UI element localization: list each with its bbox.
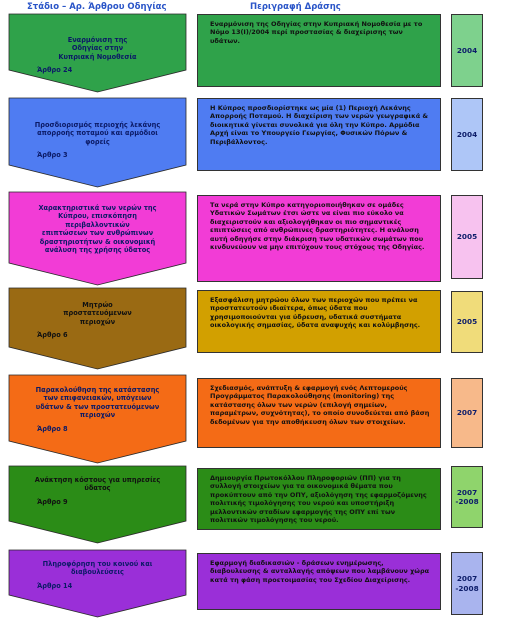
stage-label-line: Πληροφόρηση του κοινού και [42,560,153,568]
action-description: Εξασφάλιση μητρώου όλων των περιοχών που πρέπει να προστατευτούν ιδιαίτερα, όπως ύδατα που χρησιμοποιούνται για ύδρευση, υδατικά συστήματα οικολογικής σημασίας, ύδατα αναψυχής και κολύμβησης. [197,290,441,353]
stage-label-line: δραστηριοτήτων & οικονομική [39,237,156,246]
stage-label-line: Εναρμόνιση της [67,36,128,44]
stage-text [9,476,186,506]
stage-text [9,204,186,255]
stage-arrow [9,550,186,617]
stage-label-line: Μητρώο [82,301,113,309]
year-value: 2004 [456,45,478,55]
stage-label-line: απορροής ποταμού και αρμόδιοι [37,129,158,138]
stage-arrow [9,192,186,285]
stage-arrow [9,98,186,187]
article-reference: Άρθρο 6 [37,331,68,340]
year-value: 2004 [456,129,478,139]
stage-arrow [9,14,186,92]
year-badge [451,291,483,353]
year-badge [451,14,483,87]
stage-label-line: Κυπριακή Νομοθεσία [58,52,137,61]
header-description-title: Περιγραφή Δράσης [250,2,341,12]
stage-text [9,36,186,75]
year-badge [451,195,483,279]
article-reference: Άρθρο 9 [37,497,68,506]
year-value: -2008 [455,583,479,593]
stage-label-line: Οδηγίας στην [71,44,124,53]
stage-label-line: Κύπρου, επισκόπηση περιβαλλοντικών [58,212,137,229]
action-description: Η Κύπρος προσδιορίστηκε ως μία (1) Περιοχή Λεκάνης Απορροής Ποταμού. Η διαχείριση των νερών γεωγραφικά & διοικητικά γίνεται συνολικά για όλη την Κύπρο. Αρμόδια Αρχή είναι το Υπουργείο Γεωργίας, Φυσικών Πόρων & Περιβάλλοντος. [197,98,441,171]
stage-label-line: Χαρακτηριστικά των νερών της [38,204,157,212]
action-description: Τα νερά στην Κύπρο κατηγοριοποιήθηκαν σε ομάδες Υδατικών Σωμάτων έτσι ώστε να είναι πιο εύκολο να διαχειριστούν και αξιολογήθηκαν οι πιο σημαντικές επιπτώσεις από ανθρώπινες δραστηριότητες. Η ανάλυση αυτή οδηγήσε στην διάκριση των υδατικών σωμάτων που κινδυνεύουν να μην επιτύχουν τους στόχους της Οδηγίας. [197,195,441,282]
stage-label-line: φορείς [85,137,110,146]
year-value: 2007 [456,408,478,418]
stage-label-line: προστατευόμενων [63,309,132,318]
stage-label-line: περιοχών [79,317,116,326]
stage-label-line: των επιφανειακών, υπόγειων [43,394,152,403]
year-value: 2007 [456,574,478,584]
action-description: Σχεδιασμός, ανάπτυξη & εφαρμογή ενός Λεπτομερούς Προγράμματος Παρακολούθησης (monitoring) της κατάστασης όλων των νερών (επιλογή σημείων, παραμέτρων, συχνότητας), το οποίο συνοδεύεται από βάση δεδομένων για την αποθήκευση όλων των στοιχείων. [197,378,441,448]
year-badge [451,378,483,448]
year-value: -2008 [455,497,479,506]
stage-label-line: ανάλυση της χρήσης ύδατος [44,246,151,255]
action-description: Εναρμόνιση της Οδηγίας στην Κυπριακή Νομοθεσία με το Νόμο 13(Ι)/2004 περί προστασίας & διαχείρισης των υδάτων. [197,14,441,87]
stage-label-line: Προσδιορισμός περιοχής λεκάνης [34,121,161,129]
stage-label-line: περιοχών [79,411,116,420]
year-badge [451,466,483,528]
article-reference: Άρθρο 3 [37,151,68,160]
stage-text [9,121,186,160]
stage-label-line: διαβουλεύσεις [71,568,124,577]
stage-label-line: Παρακολούθηση της κατάστασης [35,386,160,394]
article-reference: Άρθρο 8 [37,424,68,433]
year-badge [451,552,483,615]
year-value: 2007 [456,487,478,497]
year-value: 2005 [456,317,478,327]
header-stage-title: Στάδιο – Αρ. Άρθρου Οδηγίας [27,2,167,12]
article-reference: Άρθρο 24 [37,66,73,75]
stage-label-line: ύδατος [84,484,111,493]
stage-arrow [9,288,186,369]
stage-label-line: υδάτων & των προστατευόμενων [35,402,160,411]
year-badge [451,98,483,171]
year-value: 2005 [456,232,478,242]
stage-text [9,301,186,340]
article-reference: Άρθρο 14 [37,581,73,590]
stage-label-line: επιπτώσεων των ανθρώπινων [41,229,154,238]
action-description: Εφαρμογή διαδικασιών - δράσεων ενημέρωσης, διαβουλευσης & ανταλλαγής απόψεων που λαμβάνουν χώρα κατά τη φάση προετοιμασίας του Σχεδίου Διαχείρισης. [197,553,441,610]
stage-arrow [9,466,186,543]
action-description: Δημιουργία Πρωτοκόλλου Πληροφοριών (ΠΠ) για τη συλλογή στοιχείων για τα οικονομικά θέματα που προκύπτουν από την ΟΠΥ, αξιολόγηση της εφαρμοζόμενης πολιτικής τιμολόγησης του νερού και υποστήριξη μελλοντικών σταδίων εφαρμογής της ΟΠΥ επί των πολιτικών τιμολόγησης του νερού. [197,468,441,530]
stage-label-line: Ανάκτηση κόστους για υπηρεσίες [34,476,161,484]
stage-text [9,386,186,433]
stage-arrow [9,375,186,463]
stage-text [9,560,186,590]
